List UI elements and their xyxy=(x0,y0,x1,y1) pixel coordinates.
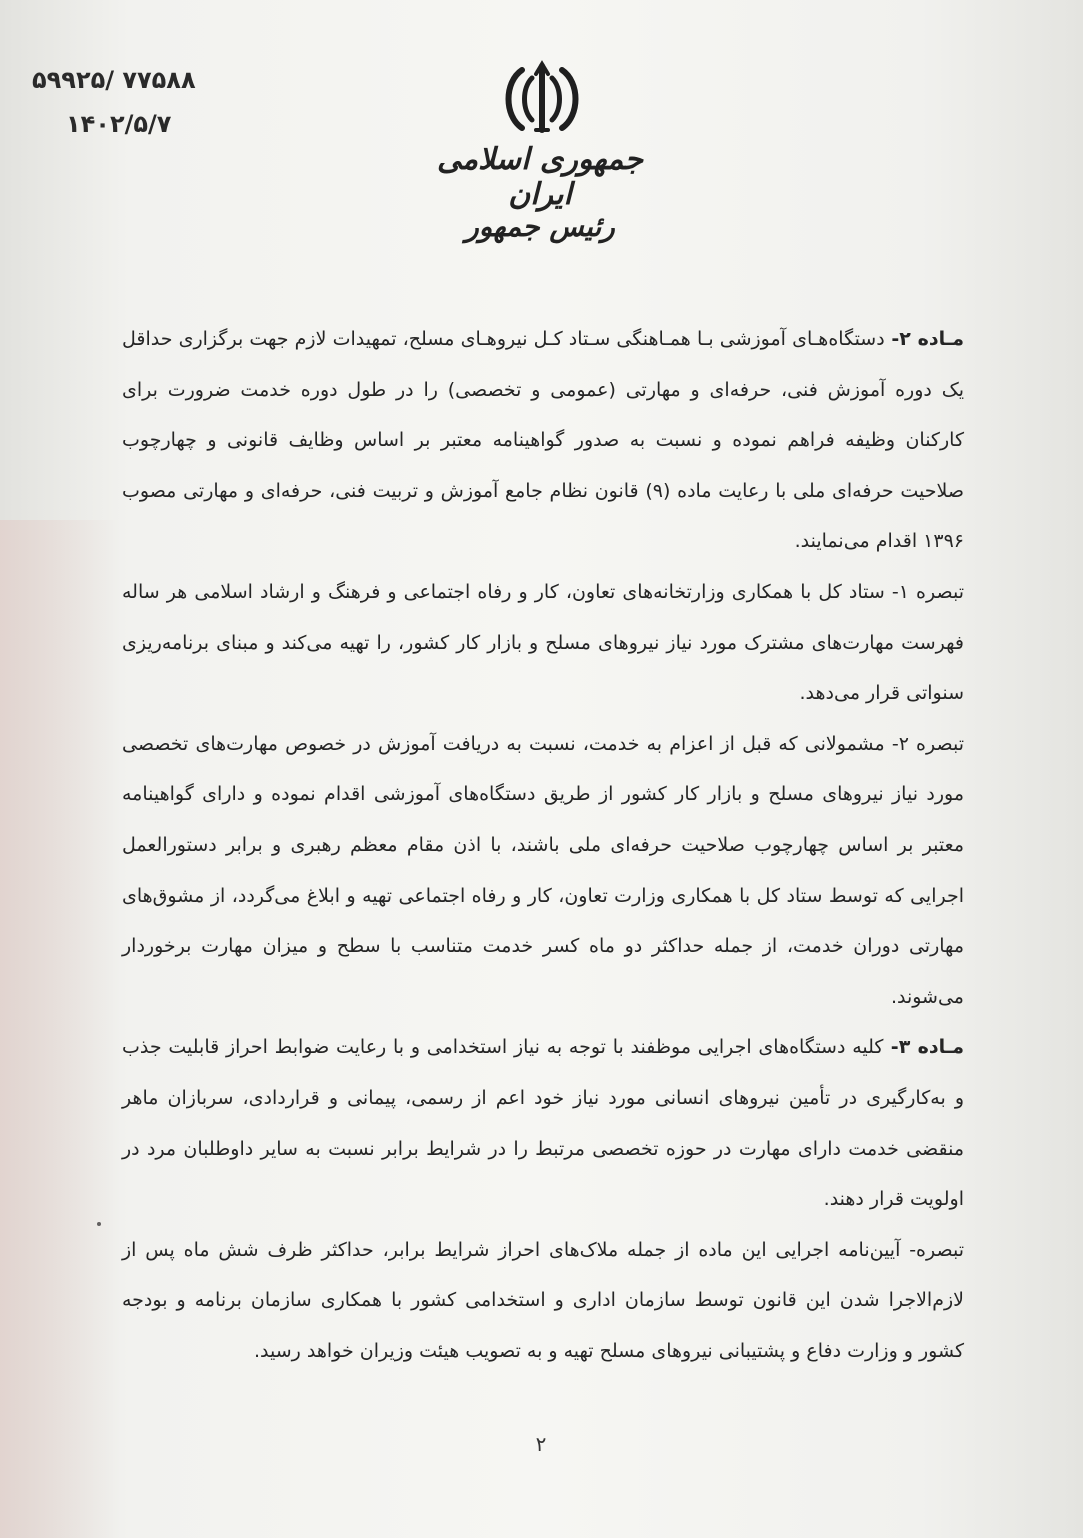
note-3-text: تبصره- آیین‌نامه اجرایی این ماده از جمله ملاک‌های احراز شرایط برابر، حداکثر ظرف شش ماه پس از لازم‌الاجرا شدن این قانون توسط سازمان اداری و استخدامی کشور با همکاری سازمان برنامه و بودجه کشور و وزارت دفاع و پشتیبانی نیروهای مسلح تهیه و به تصویب هیئت وزیران خواهد رسید. xyxy=(122,1238,964,1362)
note-1 xyxy=(122,567,964,719)
ink-dot xyxy=(97,1222,101,1226)
document-body xyxy=(122,314,964,1376)
note-2 xyxy=(122,719,964,1023)
country-title: جمهوری اسلامی ایران xyxy=(436,142,644,212)
iran-emblem-icon xyxy=(496,60,588,138)
article-2-heading: مـاده ۲- xyxy=(884,328,964,350)
note-3 xyxy=(122,1225,964,1377)
reference-number: ۵۹۹۲۵/ ۷۷۵۸۸ xyxy=(32,66,196,94)
article-3-text: کلیه دستگاه‌های اجرایی موظفند با توجه به نیاز استخدامی و با رعایت ضوابط احراز قابلیت جذب و به‌کارگیری در تأمین نیروهای انسانی مورد نیاز خود اعم از رسمی، پیمانی و قراردادی، سربازان ماهر منقضی خدمت دارای مهارت در حوزه تخصصی مرتبط را در شرایط برابر نسبت به سایر داوطلبان مرد در اولویت قرار دهند. xyxy=(122,1036,964,1211)
article-2-text: دستگاه‌هـای آموزشی بـا همـاهنگی سـتاد کـل نیروهـای مسلح، تمهیدات لازم جهت برگزاری حداقل یک دوره آموزش فنی، حرفه‌ای و مهارتی (عمومی و تخصصی) را در طول دوره خدمت ضرورت برای کارکنان وظیفه فراهم نموده و نسبت به صدور گواهینامه معتبر بر اساس وظایف قانونی و چهارچوب صلاحیت حرفه‌ای ملی با رعایت ماده (۹) قانون نظام جامع آموزش و تربیت فنی، حرفه‌ای و مهارتی مصوب ۱۳۹۶ اقدام می‌نمایند. xyxy=(122,328,964,553)
article-3-heading: مـاده ۳- xyxy=(883,1036,964,1059)
article-2 xyxy=(122,314,964,567)
article-3 xyxy=(122,1022,964,1224)
reference-date: ۱۴۰۲/۵/۷ xyxy=(66,110,172,138)
note-1-text: تبصره ۱- ستاد کل با همکاری وزارتخانه‌های تعاون، کار و رفاه اجتماعی و فرهنگ و ارشاد اسلامی هر ساله فهرست مهارت‌های مشترک مورد نیاز نیروهای مسلح و بازار کار کشور، را تهیه می‌کند و مبنای برنامه‌ریزی سنواتی قرار می‌دهد. xyxy=(122,580,964,705)
office-title: رئیس جمهور xyxy=(465,210,615,243)
reference-block xyxy=(32,58,222,146)
page-number: ۲ xyxy=(535,1432,547,1456)
note-2-text: تبصره ۲- مشمولانی که قبل از اعزام به خدمت، نسبت به دریافت آموزش در خصوص مهارت‌های تخصصی مورد نیاز نیروهای مسلح و بازار کار کشور از طریق دستگاه‌های آموزشی اقدام نموده و دارای گواهینامه معتبر بر اساس چهارچوب صلاحیت حرفه‌ای ملی باشند، با اذن مقام معظم رهبری و برابر دستورالعمل اجرایی که توسط ستاد کل با همکاری وزارت تعاون، کار و رفاه اجتماعی تهیه و ابلاغ می‌گردد، از مشوق‌های مهارتی دوران خدمت، از جمله حداکثر دو ماه کسر خدمت متناسب با سطح و میزان مهارت برخوردار می‌شوند. xyxy=(122,732,964,1008)
